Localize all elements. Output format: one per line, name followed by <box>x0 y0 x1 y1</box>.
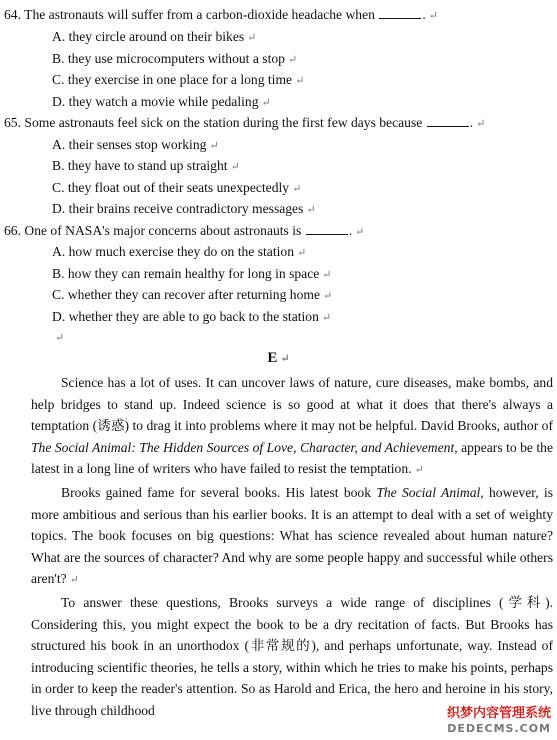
question-65-text: 65. Some astronauts feel sick on the station during the first few days because <box>4 115 423 130</box>
question-64-option-a: A. they circle around on their bikes ↵ <box>52 29 257 44</box>
question-65-end: . <box>469 115 474 130</box>
question-64-text: 64. The astronauts will suffer from a carbon-dioxide headache when <box>4 7 375 22</box>
watermark <box>447 706 551 736</box>
watermark-en: DEDECMS.COM <box>447 722 551 735</box>
question-66-stem <box>4 222 364 241</box>
question-66-end: . <box>348 223 353 238</box>
question-64-option-d: D. they watch a movie while pedaling ↵ <box>52 94 271 109</box>
passage-paragraph-2: Brooks gained fame for several books. His latest book The Social Animal, however, is more ambitious and serious than his earlier books. It is an attempt to deal with a set of weighty topics. The book focuses on big questions: What has science revealed about human nature? What are the sources of character? And why are some people happy and successful while others aren't? ↵ <box>31 484 554 587</box>
question-65-option-d: D. their brains receive contradictory messages ↵ <box>52 201 316 216</box>
question-65-option-b: B. they have to stand up straight ↵ <box>52 158 240 173</box>
answer-blank <box>379 6 421 19</box>
question-64-option-c: C. they exercise in one place for a long time ↵ <box>52 72 305 87</box>
empty-paragraph: ↵ <box>55 332 65 344</box>
passage-paragraph-3: To answer these questions, Brooks surveys a wide range of disciplines (学科). Considering this, you might expect the book to be a dry recitation of facts. But Brooks has structured his book in an unorthodox (非常规的), and perhaps unfortunate, way. Instead of introducing scientific theories, he tells a story, within which he tries to make his points, perhaps in order to keep the reader's attention. So as Harold and Erica, the hero and heroine in his story, live through childhood <box>31 594 553 718</box>
answer-blank <box>427 114 469 127</box>
question-64-stem <box>4 6 438 25</box>
answer-blank <box>306 222 348 235</box>
watermark-cn: 织梦内容管理系统 <box>446 706 551 721</box>
question-66-text: 66. One of NASA's major concerns about astronauts is <box>4 223 302 238</box>
reading-passage <box>31 372 553 722</box>
paragraph-mark: ↵ <box>355 226 365 238</box>
section-heading: E ↵ <box>267 350 290 366</box>
question-66-option-d: D. whether they are able to go back to the station ↵ <box>52 309 332 324</box>
paragraph-mark: ↵ <box>428 10 438 22</box>
question-66-option-a: A. how much exercise they do on the station ↵ <box>52 244 307 259</box>
question-65-option-c: C. they float out of their seats unexpectedly ↵ <box>52 180 302 195</box>
question-64-end: . <box>422 7 426 22</box>
question-65-stem <box>4 114 485 133</box>
question-64-option-b: B. they use microcomputers without a stop ↵ <box>52 51 298 66</box>
book-title: The Social Animal <box>376 484 481 500</box>
paragraph-mark: ↵ <box>476 118 486 130</box>
question-65-option-a: A. their senses stop working ↵ <box>52 137 219 152</box>
question-66-option-c: C. whether they can recover after returning home ↵ <box>52 287 333 302</box>
book-title: The Social Animal: The Hidden Sources of Love, Character, and Achievement <box>31 439 455 455</box>
passage-paragraph-1: Science has a lot of uses. It can uncover laws of nature, cure diseases, make bombs, and help bridges to stand up. Indeed science is so good at what it does that there's always a temptation (诱惑) to drag it into problems where it may not be helpful. David Brooks, author of The Social Animal: The Hidden Sources of Love, Character, and Achievement, appears to be the latest in a long line of writers who have failed to resist the temptation. ↵ <box>31 375 554 477</box>
question-66-option-b: B. how they can remain healthy for long in space ↵ <box>52 266 332 281</box>
